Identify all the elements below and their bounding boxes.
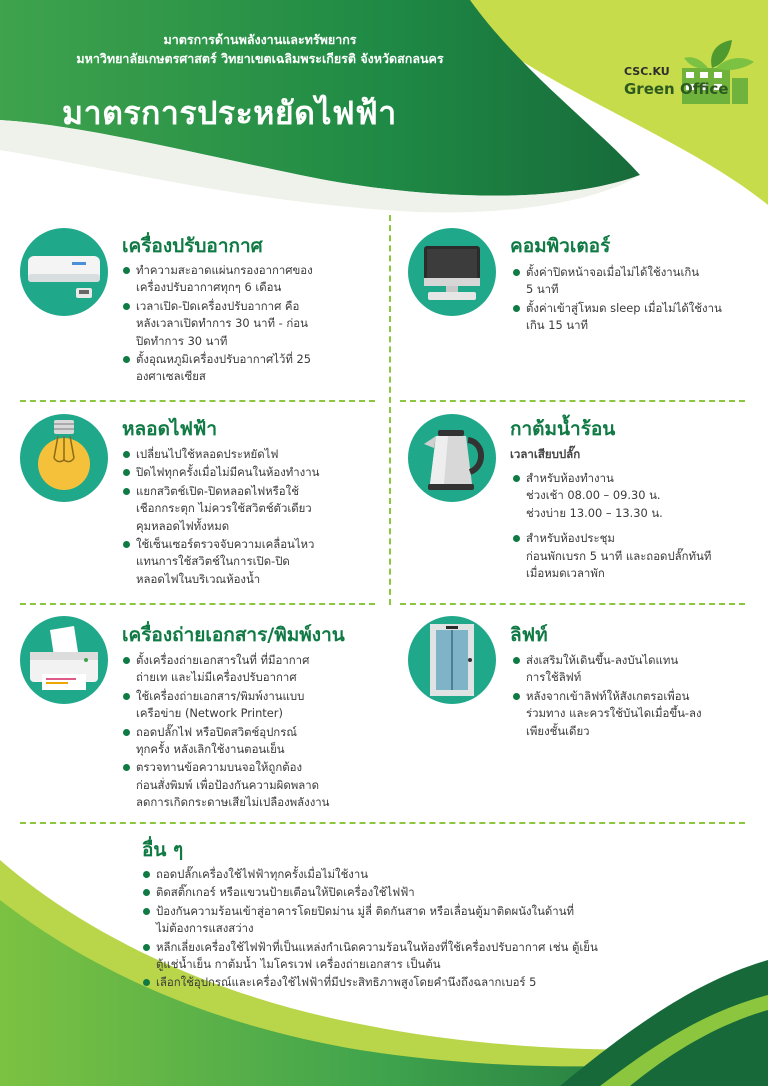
list-item: ถอดปลั๊กไฟ หรือปิดสวิตช์อุปกรณ์ ทุกครั้ง หลังเลิกใช้งานตอนเย็น	[122, 724, 380, 759]
list-item: ทำความสะอาดแผ่นกรองอากาศของ เครื่องปรับอากาศทุกๆ 6 เดือน	[122, 262, 377, 297]
elevator-list	[512, 652, 752, 741]
list-item: เลือกใช้อุปกรณ์และเครื่องใช้ไฟฟ้าที่มีประสิทธิภาพสูงโดยคำนึงถึงฉลากเบอร์ 5	[142, 974, 702, 991]
lightbulb-list	[122, 446, 377, 589]
page-title: มาตรการประหยัดไฟฟ้า	[62, 94, 397, 132]
computer-monitor-icon	[408, 228, 496, 316]
divider-vertical	[389, 215, 391, 605]
others-list	[142, 866, 702, 993]
list-item: ถอดปลั๊กเครื่องใช้ไฟฟ้าทุกครั้งเมื่อไม่ใช้งาน	[142, 866, 702, 883]
divider-right-2	[400, 603, 745, 605]
list-item: เวลาเปิด-ปิดเครื่องปรับอากาศ คือ หลังเวลาเปิดทำการ 30 นาที - ก่อน ปิดทำการ 30 นาที	[122, 298, 377, 350]
list-item: หลีกเลี่ยงเครื่องใช้ไฟฟ้าที่เป็นแหล่งกำเนิดความร้อนในห้องที่ใช้เครื่องปรับอากาศ เช่น ตู้เย็น ตู้แช่น้ำเย็น กาต้มน้ำ ไมโครเวฟ เครื่องถ่ายเอกสาร เป็นต้น	[142, 939, 702, 974]
aircon-list	[122, 262, 377, 387]
list-item: แยกสวิตช์เปิด-ปิดหลอดไฟหรือใช้ เชือกกระตุก ไม่ควรใช้สวิตช์ตัวเดียว คุมหลอดไฟทั้งหมด	[122, 483, 377, 535]
printer-title: เครื่องถ่ายเอกสาร/พิมพ์งาน	[122, 624, 345, 646]
org-line-2: มหาวิทยาลัยเกษตรศาสตร์ วิทยาเขตเฉลิมพระเกียรติ จังหวัดสกลนคร	[76, 51, 444, 66]
divider-right-1	[400, 400, 745, 402]
list-item: เปลี่ยนไปใช้หลอดประหยัดไฟ	[122, 446, 377, 463]
list-item: ตรวจทานข้อความบนจอให้ถูกต้อง ก่อนสั่งพิมพ์ เพื่อป้องกันความผิดพลาด ลดการเกิดกระดาษเสียไม่เปลืองพลังงาน	[122, 759, 380, 811]
list-item: ตั้งค่าเข้าสู่โหมด sleep เมื่อไม่ได้ใช้งาน เกิน 15 นาที	[512, 300, 752, 335]
list-item: สำหรับห้องทำงาน ช่วงเช้า 08.00 – 09.30 น. ช่วงบ่าย 13.00 – 13.30 น.	[512, 470, 757, 522]
list-item: ตั้งค่าปิดหน้าจอเมื่อไม่ได้ใช้งานเกิน 5 นาที	[512, 264, 752, 299]
list-item: ใช้เครื่องถ่ายเอกสาร/พิมพ์งานแบบ เครือข่าย (Network Printer)	[122, 688, 380, 723]
list-item: ป้องกันความร้อนเข้าสู่อาคารโดยปิดม่าน มู่ลี่ ติดกันสาด หรือเลื่อนตู้มาติดผนังในด้านที่ ไม่ต้องการแสงสว่าง	[142, 903, 702, 938]
list-item: ใช้เซ็นเซอร์ตรวจจับความเคลื่อนไหว แทนการใช้สวิตช์ในการเปิด-ปิด หลอดไฟในบริเวณห้องน้ำ	[122, 536, 377, 588]
elevator-icon	[408, 616, 496, 704]
printer-icon	[20, 616, 108, 704]
electric-kettle-icon	[408, 414, 496, 502]
kettle-subtitle: เวลาเสียบปลั๊ก	[510, 447, 581, 461]
printer-list	[122, 652, 380, 813]
divider-left-1	[20, 400, 375, 402]
light-bulb-icon	[20, 414, 108, 502]
aircon-title: เครื่องปรับอากาศ	[122, 235, 263, 257]
kettle-title: กาต้มน้ำร้อน	[510, 418, 616, 440]
divider-left-2	[20, 603, 375, 605]
logo-text-bottom: Green Office	[624, 80, 729, 98]
list-item: ติดสติ๊กเกอร์ หรือแขวนป้ายเตือนให้ปิดเครื่องใช้ไฟฟ้า	[142, 884, 702, 901]
lightbulb-title: หลอดไฟฟ้า	[122, 418, 218, 440]
divider-bottom	[20, 822, 745, 824]
list-item: สำหรับห้องประชุม ก่อนพักเบรก 5 นาที และถอดปลั๊กทันที เมื่อหมดเวลาพัก	[512, 530, 757, 582]
others-title: อื่น ๆ	[142, 839, 184, 861]
org-line-1: มาตรการด้านพลังงานและทรัพยากร	[163, 32, 357, 47]
list-item: ปิดไฟทุกครั้งเมื่อไม่มีคนในห้องทำงาน	[122, 464, 377, 481]
elevator-title: ลิฟท์	[510, 624, 548, 646]
logo-text-top: CSC.KU	[624, 65, 670, 78]
list-item: ตั้งเครื่องถ่ายเอกสารในที่ ที่มีอากาศ ถ่ายเท และไม่มีเครื่องปรับอากาศ	[122, 652, 380, 687]
kettle-list	[512, 470, 757, 583]
air-conditioner-icon	[20, 228, 108, 316]
green-office-logo	[620, 38, 760, 108]
list-item: ส่งเสริมให้เดินขึ้น-ลงบันไดแทน การใช้ลิฟท์	[512, 652, 752, 687]
computer-title: คอมพิวเตอร์	[510, 235, 611, 257]
list-item: หลังจากเข้าลิฟท์ให้สังเกตรอเพื่อน ร่วมทาง และควรใช้บันไดเมื่อขึ้น-ลง เพียงชั้นเดียว	[512, 688, 752, 740]
list-item: ตั้งอุณหภูมิเครื่องปรับอากาศไว้ที่ 25 องศาเซลเซียส	[122, 351, 377, 386]
computer-list	[512, 264, 752, 336]
